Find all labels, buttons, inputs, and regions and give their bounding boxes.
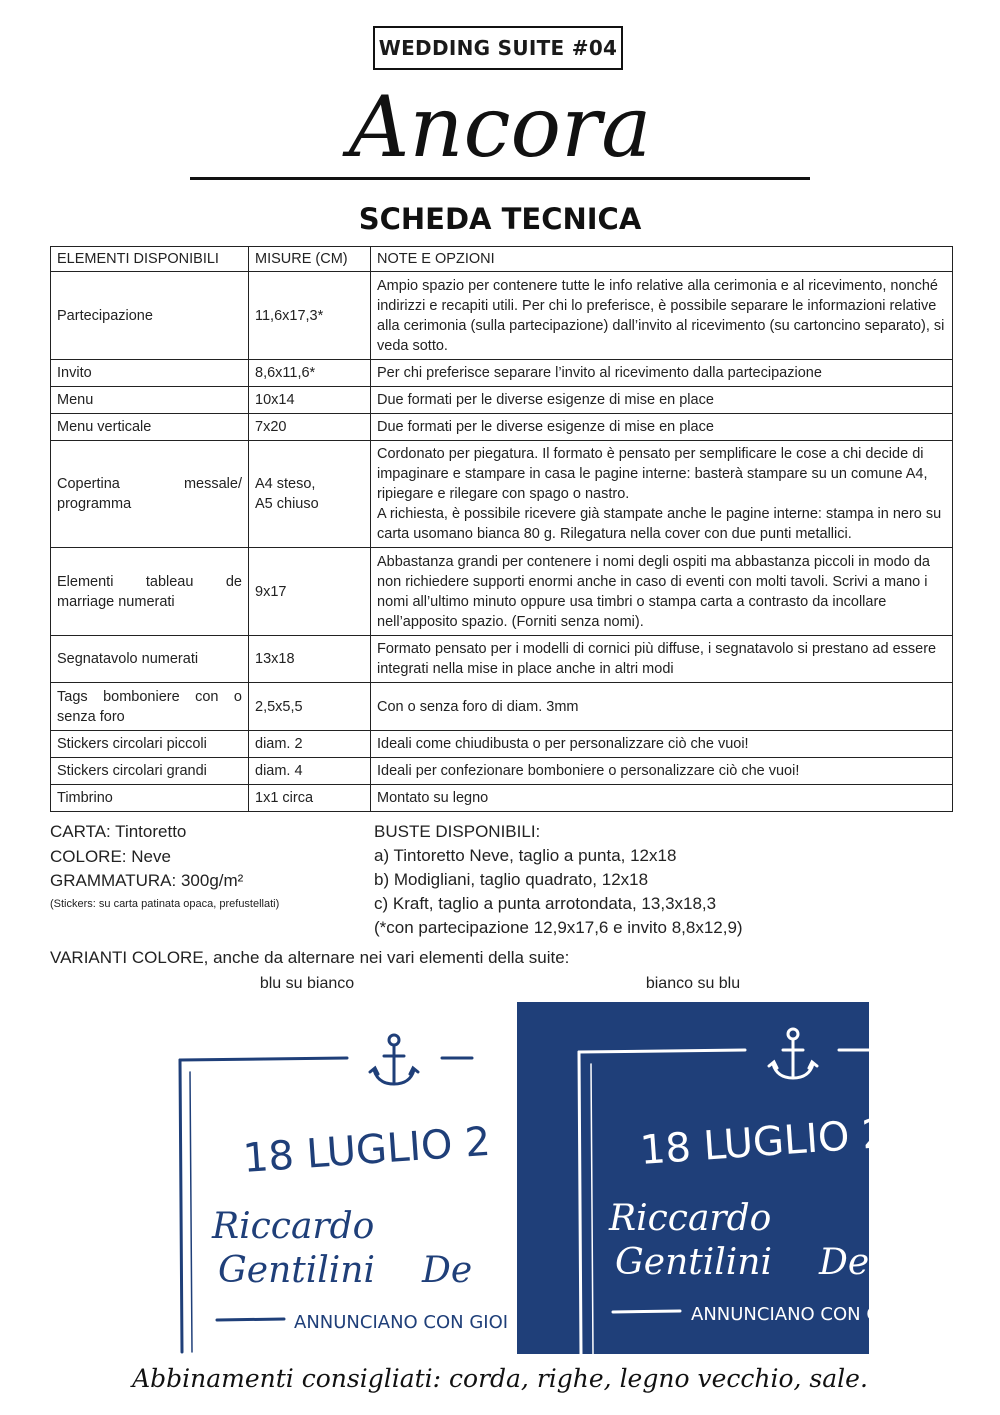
sample-name1: Riccardo <box>609 1198 772 1239</box>
cell-notes: Due formati per le diverse esigenze di mise en place <box>371 414 953 441</box>
header-sizes: MISURE (CM) <box>249 247 371 272</box>
anchor-icon <box>769 1029 817 1078</box>
cell-size: 11,6x17,3* <box>249 272 371 360</box>
table-row <box>51 785 953 812</box>
cell-element: Invito <box>51 360 249 387</box>
suite-badge-text: WEDDING SUITE #04 <box>378 36 618 60</box>
section-title: SCHEDA TECNICA <box>358 202 642 236</box>
footer-recommendations: Abbinamenti consigliati: corda, righe, legno vecchio, sale. <box>132 1364 868 1393</box>
sample-name3: De <box>819 1242 870 1283</box>
header-elements: ELEMENTI DISPONIBILI <box>51 247 249 272</box>
sample-name1: Riccardo <box>212 1206 375 1247</box>
cell-size: 10x14 <box>249 387 371 414</box>
table-header-row <box>51 247 953 272</box>
table-row <box>51 272 953 360</box>
cell-notes: Ampio spazio per contenere tutte le info relative alla cerimonia e al ricevimento, nonché indirizzi e recapiti utili. Per chi lo preferisce, è possibile separare le informazioni relative alla cerimonia (sulla partecipazione) dall’invito al ricevimento (su cartoncino separato), si veda sotto. <box>371 272 953 360</box>
table-row <box>51 636 953 683</box>
envelope-c: c) Kraft, taglio a punta arrotondata, 13,3x18,3 <box>374 894 717 913</box>
cell-notes: Cordonato per piegatura. Il formato è pensato per semplificare le cose a chi decide di impaginare e stampare in casa le pagine interne: basterà stampare su un comune A4, ripiegare e rilegare con spago o nastro. A richiesta, è possibile ricevere già stampate anche le pagine interne: stampa in nero su carta usomano bianca 80 g. Rilegatura nella cover con due punti metallici. <box>371 441 953 548</box>
sample-name2: Gentilini <box>615 1242 772 1283</box>
script-title: Ancora <box>348 78 652 176</box>
cell-notes: Formato pensato per i modelli di cornici più diffuse, i segnatavolo si prestano ad essere integrati nella mise in place anche in altri modi <box>371 636 953 683</box>
cell-size: 13x18 <box>249 636 371 683</box>
variant-blue-on-white <box>172 1002 524 1354</box>
cell-size: 1x1 circa <box>249 785 371 812</box>
cell-notes: Due formati per le diverse esigenze di mise en place <box>371 387 953 414</box>
cell-notes: Ideali per confezionare bomboniere o personalizzare ciò che vuoi! <box>371 758 953 785</box>
envelope-a: a) Tintoretto Neve, taglio a punta, 12x18 <box>374 846 677 865</box>
cell-notes: Abbastanza grandi per contenere i nomi degli ospiti ma abbastanza piccoli in modo da non richiedere supporti enormi anche in caso di eventi con molti tavoli. Scrivi a mano i nomi all’ultimo minuto oppure usa timbri o stampa carta a contrasto da incollare nell’apposito spazio. (Forniti senza nomi). <box>371 548 953 636</box>
envelope-note: (*con partecipazione 12,9x17,6 e invito 8,8x12,9) <box>374 918 743 937</box>
table-row <box>51 441 953 548</box>
envelope-b: b) Modigliani, taglio quadrato, 12x18 <box>374 870 649 889</box>
cell-notes: Ideali come chiudibusta o per personalizzare ciò che vuoi! <box>371 731 953 758</box>
header-notes: NOTE E OPZIONI <box>371 247 953 272</box>
table-row <box>51 683 953 731</box>
table-row <box>51 758 953 785</box>
paper-weight: GRAMMATURA: 300g/m² <box>50 871 244 890</box>
left-variant-caption: blu su bianco <box>259 975 355 992</box>
cell-element: Tags bomboniere con o senza foro <box>51 683 249 731</box>
cell-element: Stickers circolari piccoli <box>51 731 249 758</box>
anchor-icon <box>370 1035 418 1084</box>
frame-left-line <box>180 1060 182 1352</box>
sample-card-blue-on-white <box>172 1002 524 1354</box>
sample-name2: Gentilini <box>218 1250 375 1291</box>
cell-element: Elementi tableau de marriage numerati <box>51 548 249 636</box>
cell-size: diam. 2 <box>249 731 371 758</box>
title-divider <box>190 177 810 180</box>
cell-notes: Con o senza foro di diam. 3mm <box>371 683 953 731</box>
cell-notes: Per chi preferisce separare l’invito al ricevimento dalla partecipazione <box>371 360 953 387</box>
paper-note: (Stickers: su carta patinata opaca, prefustellati) <box>50 897 280 910</box>
cell-element: Segnatavolo numerati <box>51 636 249 683</box>
spec-table <box>50 246 953 812</box>
announce-line <box>217 1319 284 1320</box>
paper-info <box>50 820 279 914</box>
right-variant-caption: bianco su blu <box>645 975 741 992</box>
envelopes-info <box>374 820 743 940</box>
cell-size: A4 steso, A5 chiuso <box>249 441 371 548</box>
variants-title: VARIANTI COLORE, anche da alternare nei vari elementi della suite: <box>50 948 570 967</box>
cell-size: 7x20 <box>249 414 371 441</box>
table-row <box>51 387 953 414</box>
cell-element: Menu <box>51 387 249 414</box>
frame-top-left-line <box>579 1050 745 1052</box>
sample-name3: De <box>422 1250 473 1291</box>
frame-inner-left-line <box>591 1064 593 1354</box>
sample-announce: ANNUNCIANO CON GIOI <box>691 1304 906 1325</box>
cell-notes: Montato su legno <box>371 785 953 812</box>
cell-element: Partecipazione <box>51 272 249 360</box>
frame-top-left-line <box>180 1058 347 1060</box>
suite-badge <box>373 26 623 70</box>
table-row <box>51 731 953 758</box>
cell-element: Timbrino <box>51 785 249 812</box>
paper-type: CARTA: Tintoretto <box>50 822 187 841</box>
cell-size: 9x17 <box>249 548 371 636</box>
variant-white-on-blue <box>517 1002 906 1354</box>
frame-inner-left-line <box>190 1072 192 1352</box>
sample-announce: ANNUNCIANO CON GIOI <box>294 1312 509 1333</box>
frame-left-line <box>579 1052 581 1354</box>
table-row <box>51 360 953 387</box>
cell-element: Menu verticale <box>51 414 249 441</box>
table-row <box>51 548 953 636</box>
sample-date: 18 LUGLIO 2 <box>638 1110 890 1174</box>
cell-size: 2,5x5,5 <box>249 683 371 731</box>
cell-size: diam. 4 <box>249 758 371 785</box>
paper-color: COLORE: Neve <box>50 846 171 866</box>
announce-line <box>613 1311 680 1312</box>
cell-element: Copertina messale/ programma <box>51 441 249 548</box>
envelopes-title: BUSTE DISPONIBILI: <box>374 822 541 841</box>
sample-date: 18 LUGLIO 2 <box>241 1118 493 1182</box>
cell-size: 8,6x11,6* <box>249 360 371 387</box>
sample-card-white-on-blue <box>517 1002 906 1354</box>
table-row <box>51 414 953 441</box>
cell-element: Stickers circolari grandi <box>51 758 249 785</box>
